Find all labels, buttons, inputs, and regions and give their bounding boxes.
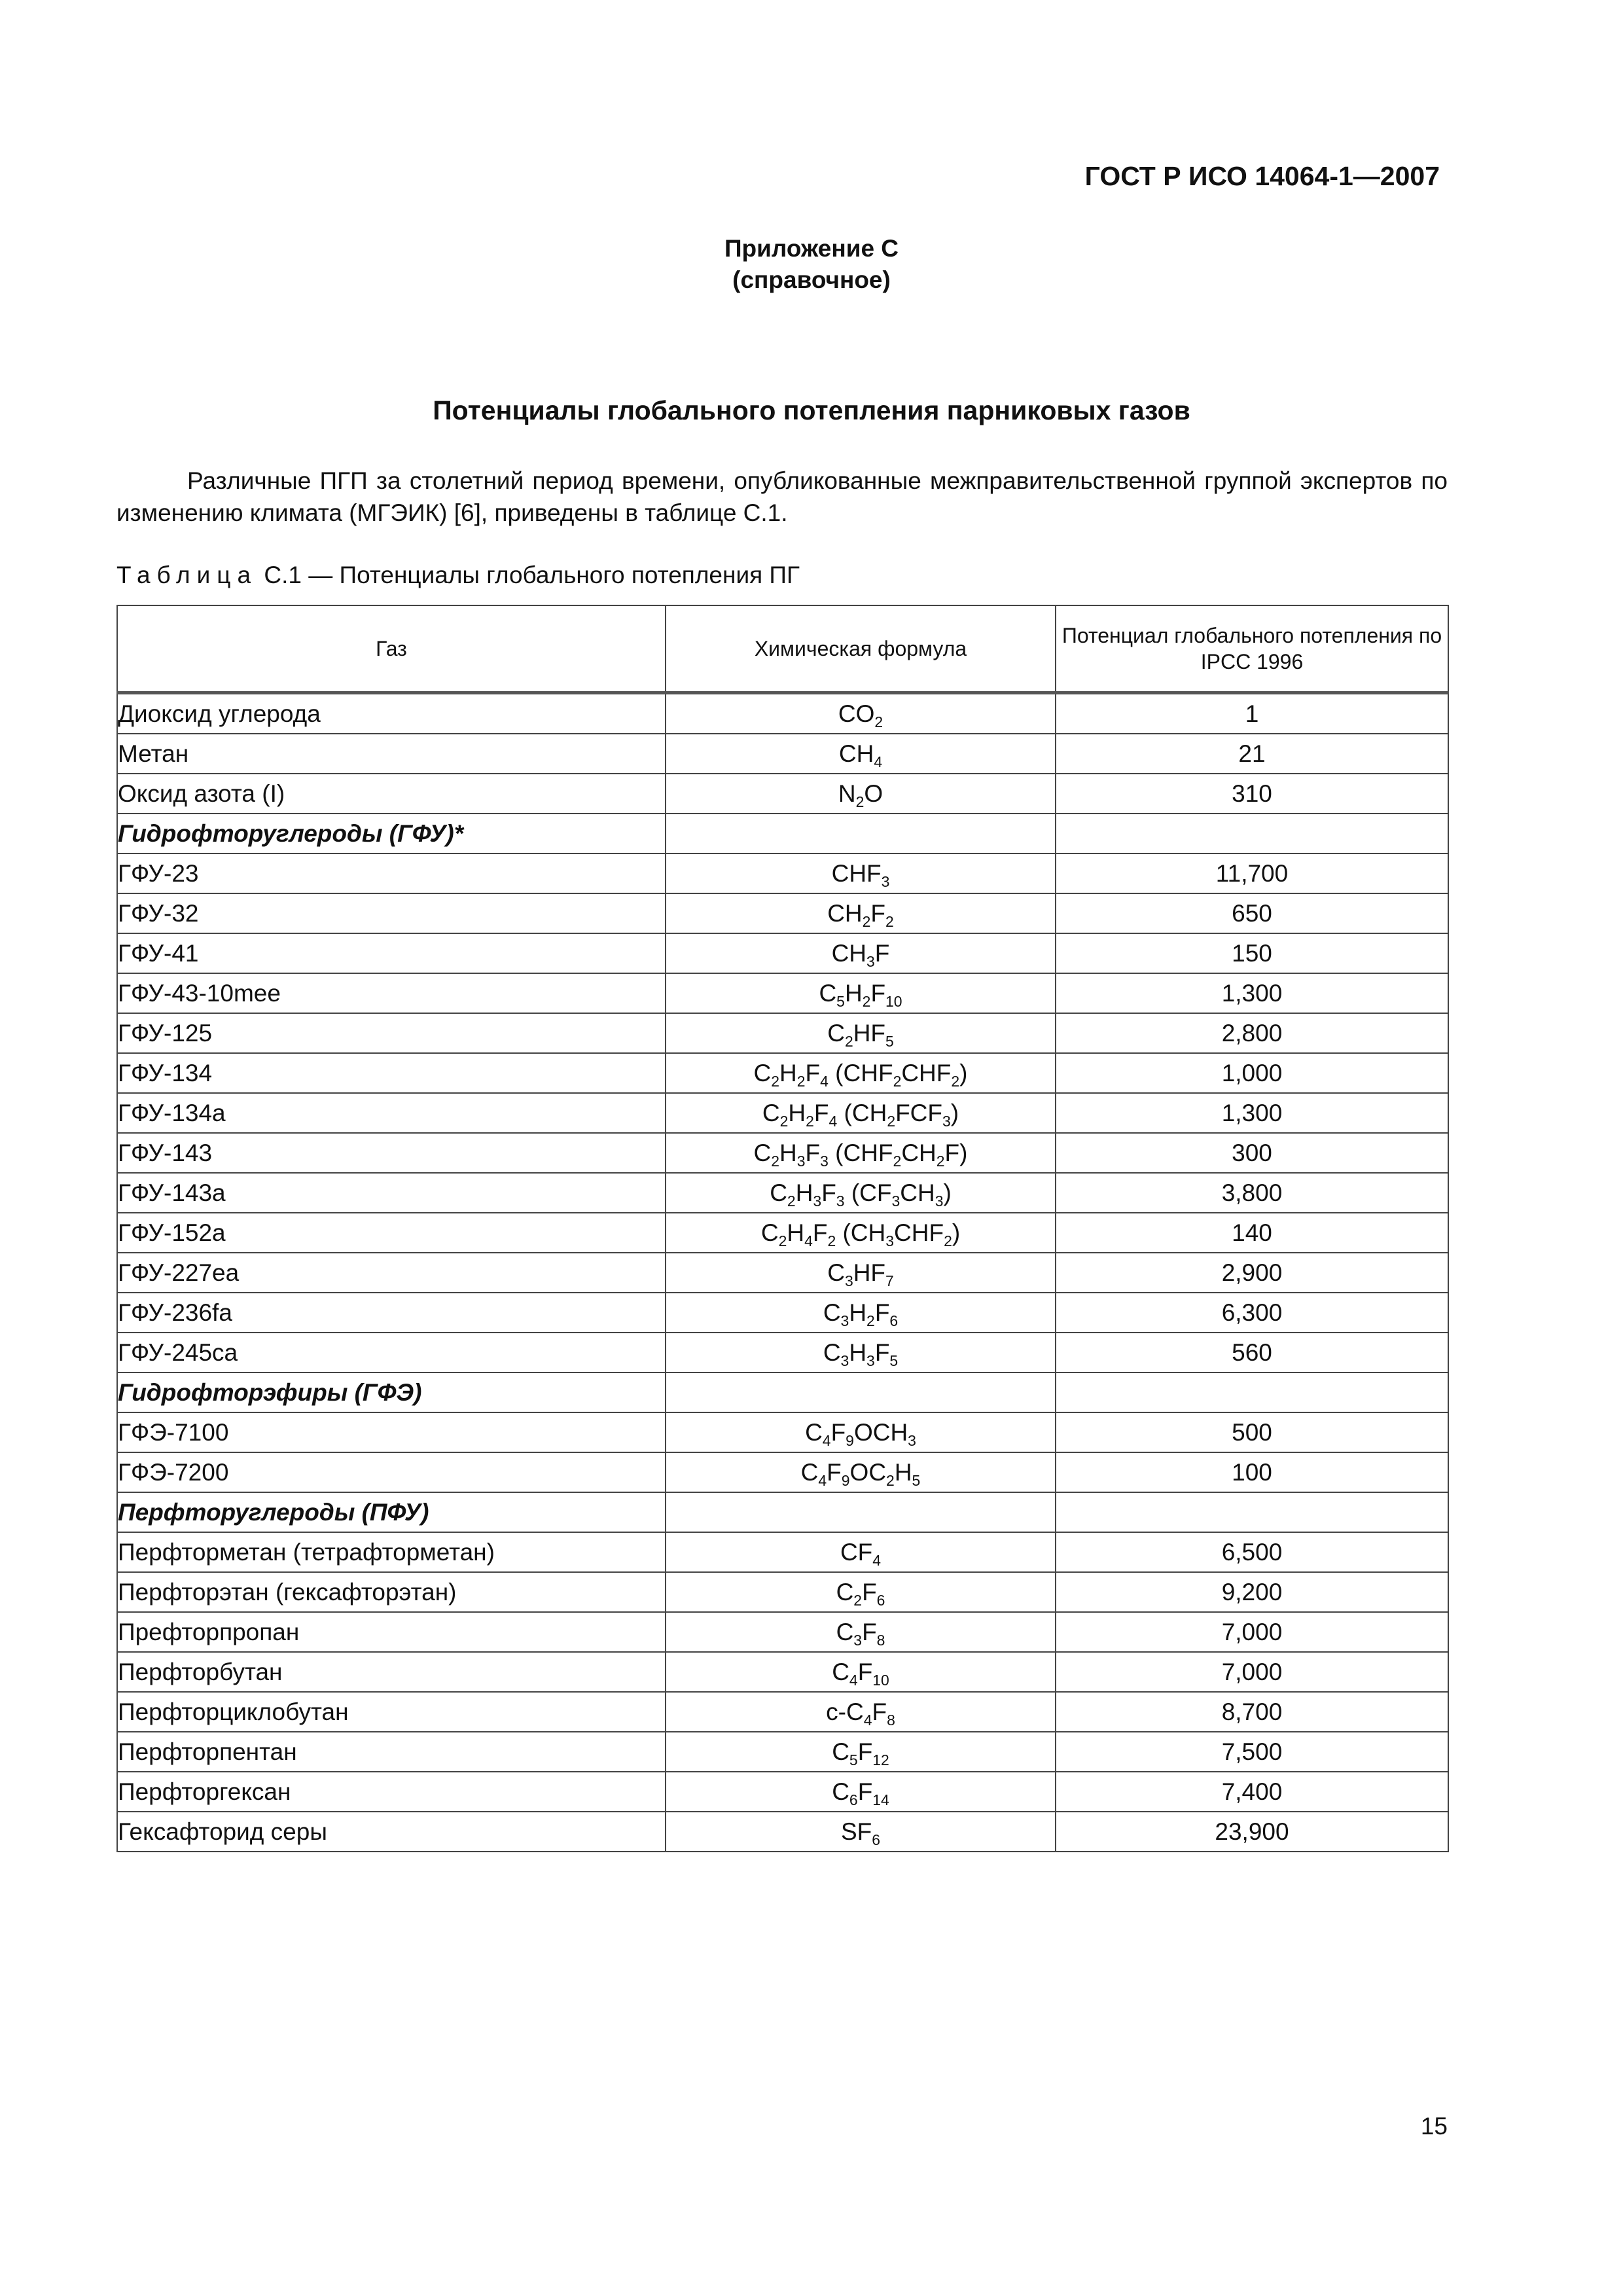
formula-cell: $C_2H_2F_4$ $(CH_2FCF_3)$ — [666, 1093, 1056, 1133]
gas-name-cell: ГФЭ-7200 — [117, 1452, 666, 1492]
page-number: 15 — [1420, 2113, 1448, 2140]
formula-cell: $CHF_3$ — [666, 853, 1056, 893]
formula-cell: $C_5F_{12}$ — [666, 1732, 1056, 1772]
intro-paragraph: Различные ПГП за столетний период времени, опубликованные межправительственной группой экспертов по изменению климата (МГЭИК) [6], приведены в таблице С.1. — [116, 467, 1448, 526]
gas-name-cell: ГФУ-143 — [117, 1133, 666, 1173]
formula-cell: $CO_2$ — [666, 693, 1056, 734]
gas-name-cell: Диоксид углерода — [117, 693, 666, 734]
table-group-row — [117, 814, 1448, 853]
table-row — [117, 973, 1448, 1013]
formula-cell: $C_3F_8$ — [666, 1612, 1056, 1652]
group-heading-cell: Перфторуглероды (ПФУ) — [117, 1492, 666, 1532]
gwp-value-cell: 8,700 — [1056, 1692, 1448, 1732]
formula-cell: $C_3H_2F_6$ — [666, 1293, 1056, 1333]
gas-name-cell: Перфторбутан — [117, 1652, 666, 1692]
table-row — [117, 1772, 1448, 1812]
formula-cell: $CH_2F_2$ — [666, 893, 1056, 933]
gwp-value-cell: 2,900 — [1056, 1253, 1448, 1293]
formula-cell: $C_4F_9OCH_3$ — [666, 1412, 1056, 1452]
formula-cell: $C_3H_3F_5$ — [666, 1333, 1056, 1372]
table-row — [117, 1452, 1448, 1492]
gwp-value-cell: 560 — [1056, 1333, 1448, 1372]
gwp-value-cell: 2,800 — [1056, 1013, 1448, 1053]
gas-name-cell: ГФУ-41 — [117, 933, 666, 973]
table-row — [117, 1253, 1448, 1293]
gas-name-cell: Гексафторид серы — [117, 1812, 666, 1852]
table-row — [117, 1093, 1448, 1133]
table-caption-prefix: Таблица — [116, 562, 258, 588]
formula-cell: $CH_3F$ — [666, 933, 1056, 973]
formula-cell: $CF_4$ — [666, 1532, 1056, 1572]
gwp-value-cell: 7,000 — [1056, 1612, 1448, 1652]
table-row — [117, 1572, 1448, 1612]
formula-cell — [666, 814, 1056, 853]
formula-cell: $C_2H_4F_2$ $(CH_3CHF_2)$ — [666, 1213, 1056, 1253]
gas-name-cell: ГФУ-152a — [117, 1213, 666, 1253]
gas-name-cell: ГФУ-236fa — [117, 1293, 666, 1333]
table-row — [117, 1293, 1448, 1333]
gwp-value-cell: 310 — [1056, 774, 1448, 814]
gas-name-cell: ГФУ-245ca — [117, 1333, 666, 1372]
gwp-value-cell: 6,300 — [1056, 1293, 1448, 1333]
table-row — [117, 1133, 1448, 1173]
gas-name-cell: ГФЭ-7100 — [117, 1412, 666, 1452]
formula-cell: $CH_4$ — [666, 734, 1056, 774]
table-group-row — [117, 1372, 1448, 1412]
table-row — [117, 1652, 1448, 1692]
gas-name-cell: Перфторметан (тетрафторметан) — [117, 1532, 666, 1572]
gwp-value-cell: 1,300 — [1056, 973, 1448, 1013]
gas-name-cell: Перфторэтан (гексафторэтан) — [117, 1572, 666, 1612]
table-body — [117, 693, 1448, 1852]
table-row — [117, 1692, 1448, 1732]
table-caption — [116, 562, 800, 589]
formula-cell: $C_4F_{10}$ — [666, 1652, 1056, 1692]
table-row — [117, 693, 1448, 734]
gwp-value-cell: 3,800 — [1056, 1173, 1448, 1213]
gwp-value-cell: 1,000 — [1056, 1053, 1448, 1093]
table-row — [117, 1732, 1448, 1772]
table-row — [117, 1053, 1448, 1093]
table-group-row — [117, 1492, 1448, 1532]
column-header-formula: Химическая формула — [666, 605, 1056, 693]
gas-name-cell: ГФУ-23 — [117, 853, 666, 893]
gwp-value-cell: 150 — [1056, 933, 1448, 973]
gas-name-cell: Перфторгексан — [117, 1772, 666, 1812]
appendix-label: Приложение С — [724, 235, 899, 262]
table-row — [117, 774, 1448, 814]
table-row — [117, 853, 1448, 893]
group-heading-cell: Гидрофторэфиры (ГФЭ) — [117, 1372, 666, 1412]
formula-cell — [666, 1492, 1056, 1532]
gwp-value-cell — [1056, 1372, 1448, 1412]
table-row — [117, 1412, 1448, 1452]
formula-cell: $c-C_4F_8$ — [666, 1692, 1056, 1732]
formula-cell: $N_2O$ — [666, 774, 1056, 814]
table-row — [117, 1213, 1448, 1253]
gwp-value-cell: 7,000 — [1056, 1652, 1448, 1692]
formula-cell: $C_6F_{14}$ — [666, 1772, 1056, 1812]
table-row — [117, 1612, 1448, 1652]
table-header-row — [117, 605, 1448, 693]
formula-cell: $SF_6$ — [666, 1812, 1056, 1852]
formula-cell — [666, 1372, 1056, 1412]
formula-cell: $C_2H_3F_3$ $(CF_3CH_3)$ — [666, 1173, 1056, 1213]
gwp-value-cell: 500 — [1056, 1412, 1448, 1452]
formula-cell: $C_4F_9OC_2H_5$ — [666, 1452, 1056, 1492]
table-row — [117, 1173, 1448, 1213]
formula-cell: $C_2F_6$ — [666, 1572, 1056, 1612]
gas-name-cell: Метан — [117, 734, 666, 774]
gas-name-cell: ГФУ-43-10mee — [117, 973, 666, 1013]
table-row — [117, 1532, 1448, 1572]
gas-name-cell: ГФУ-227ea — [117, 1253, 666, 1293]
column-header-gwp: Потенциал глобального потепления по IPCC 1996 — [1056, 605, 1448, 693]
gas-name-cell: ГФУ-134a — [117, 1093, 666, 1133]
group-heading-cell: Гидрофторуглероды (ГФУ)* — [117, 814, 666, 853]
appendix-heading — [0, 233, 1623, 296]
column-header-gas: Газ — [117, 605, 666, 693]
gwp-value-cell: 23,900 — [1056, 1812, 1448, 1852]
document-code: ГОСТ Р ИСО 14064-1—2007 — [1084, 161, 1440, 191]
gas-name-cell: ГФУ-125 — [117, 1013, 666, 1053]
gwp-value-cell: 6,500 — [1056, 1532, 1448, 1572]
gas-name-cell: ГФУ-143a — [117, 1173, 666, 1213]
formula-cell: $C_2H_2F_4$ $(CHF_2CHF_2)$ — [666, 1053, 1056, 1093]
gwp-value-cell: 140 — [1056, 1213, 1448, 1253]
table-row — [117, 1333, 1448, 1372]
gwp-value-cell: 11,700 — [1056, 853, 1448, 893]
gwp-value-cell: 7,400 — [1056, 1772, 1448, 1812]
gwp-value-cell: 1,300 — [1056, 1093, 1448, 1133]
gas-name-cell: Оксид азота (I) — [117, 774, 666, 814]
gas-name-cell: ГФУ-32 — [117, 893, 666, 933]
gwp-value-cell — [1056, 814, 1448, 853]
table-row — [117, 734, 1448, 774]
formula-cell: $C_2HF_5$ — [666, 1013, 1056, 1053]
gwp-table — [116, 605, 1449, 1852]
table-row — [117, 933, 1448, 973]
formula-cell: $C_3HF_7$ — [666, 1253, 1056, 1293]
gwp-value-cell: 7,500 — [1056, 1732, 1448, 1772]
table-caption-text: С.1 — Потенциалы глобального потепления ПГ — [257, 562, 800, 588]
page-title: Потенциалы глобального потепления парниковых газов — [433, 395, 1190, 425]
gas-name-cell: Перфторциклобутан — [117, 1692, 666, 1732]
gas-name-cell: Перфторпентан — [117, 1732, 666, 1772]
gwp-value-cell: 9,200 — [1056, 1572, 1448, 1612]
gas-name-cell: Префторпропан — [117, 1612, 666, 1652]
table-row — [117, 893, 1448, 933]
gwp-value-cell: 21 — [1056, 734, 1448, 774]
gwp-value-cell: 100 — [1056, 1452, 1448, 1492]
table-row — [117, 1812, 1448, 1852]
gwp-value-cell: 1 — [1056, 693, 1448, 734]
gas-name-cell: ГФУ-134 — [117, 1053, 666, 1093]
gwp-value-cell: 300 — [1056, 1133, 1448, 1173]
table-row — [117, 1013, 1448, 1053]
gwp-value-cell: 650 — [1056, 893, 1448, 933]
gwp-value-cell — [1056, 1492, 1448, 1532]
formula-cell: $C_5H_2F_{10}$ — [666, 973, 1056, 1013]
appendix-status: (справочное) — [732, 266, 891, 293]
formula-cell: $C_2H_3F_3$ $(CHF_2CH_2F)$ — [666, 1133, 1056, 1173]
